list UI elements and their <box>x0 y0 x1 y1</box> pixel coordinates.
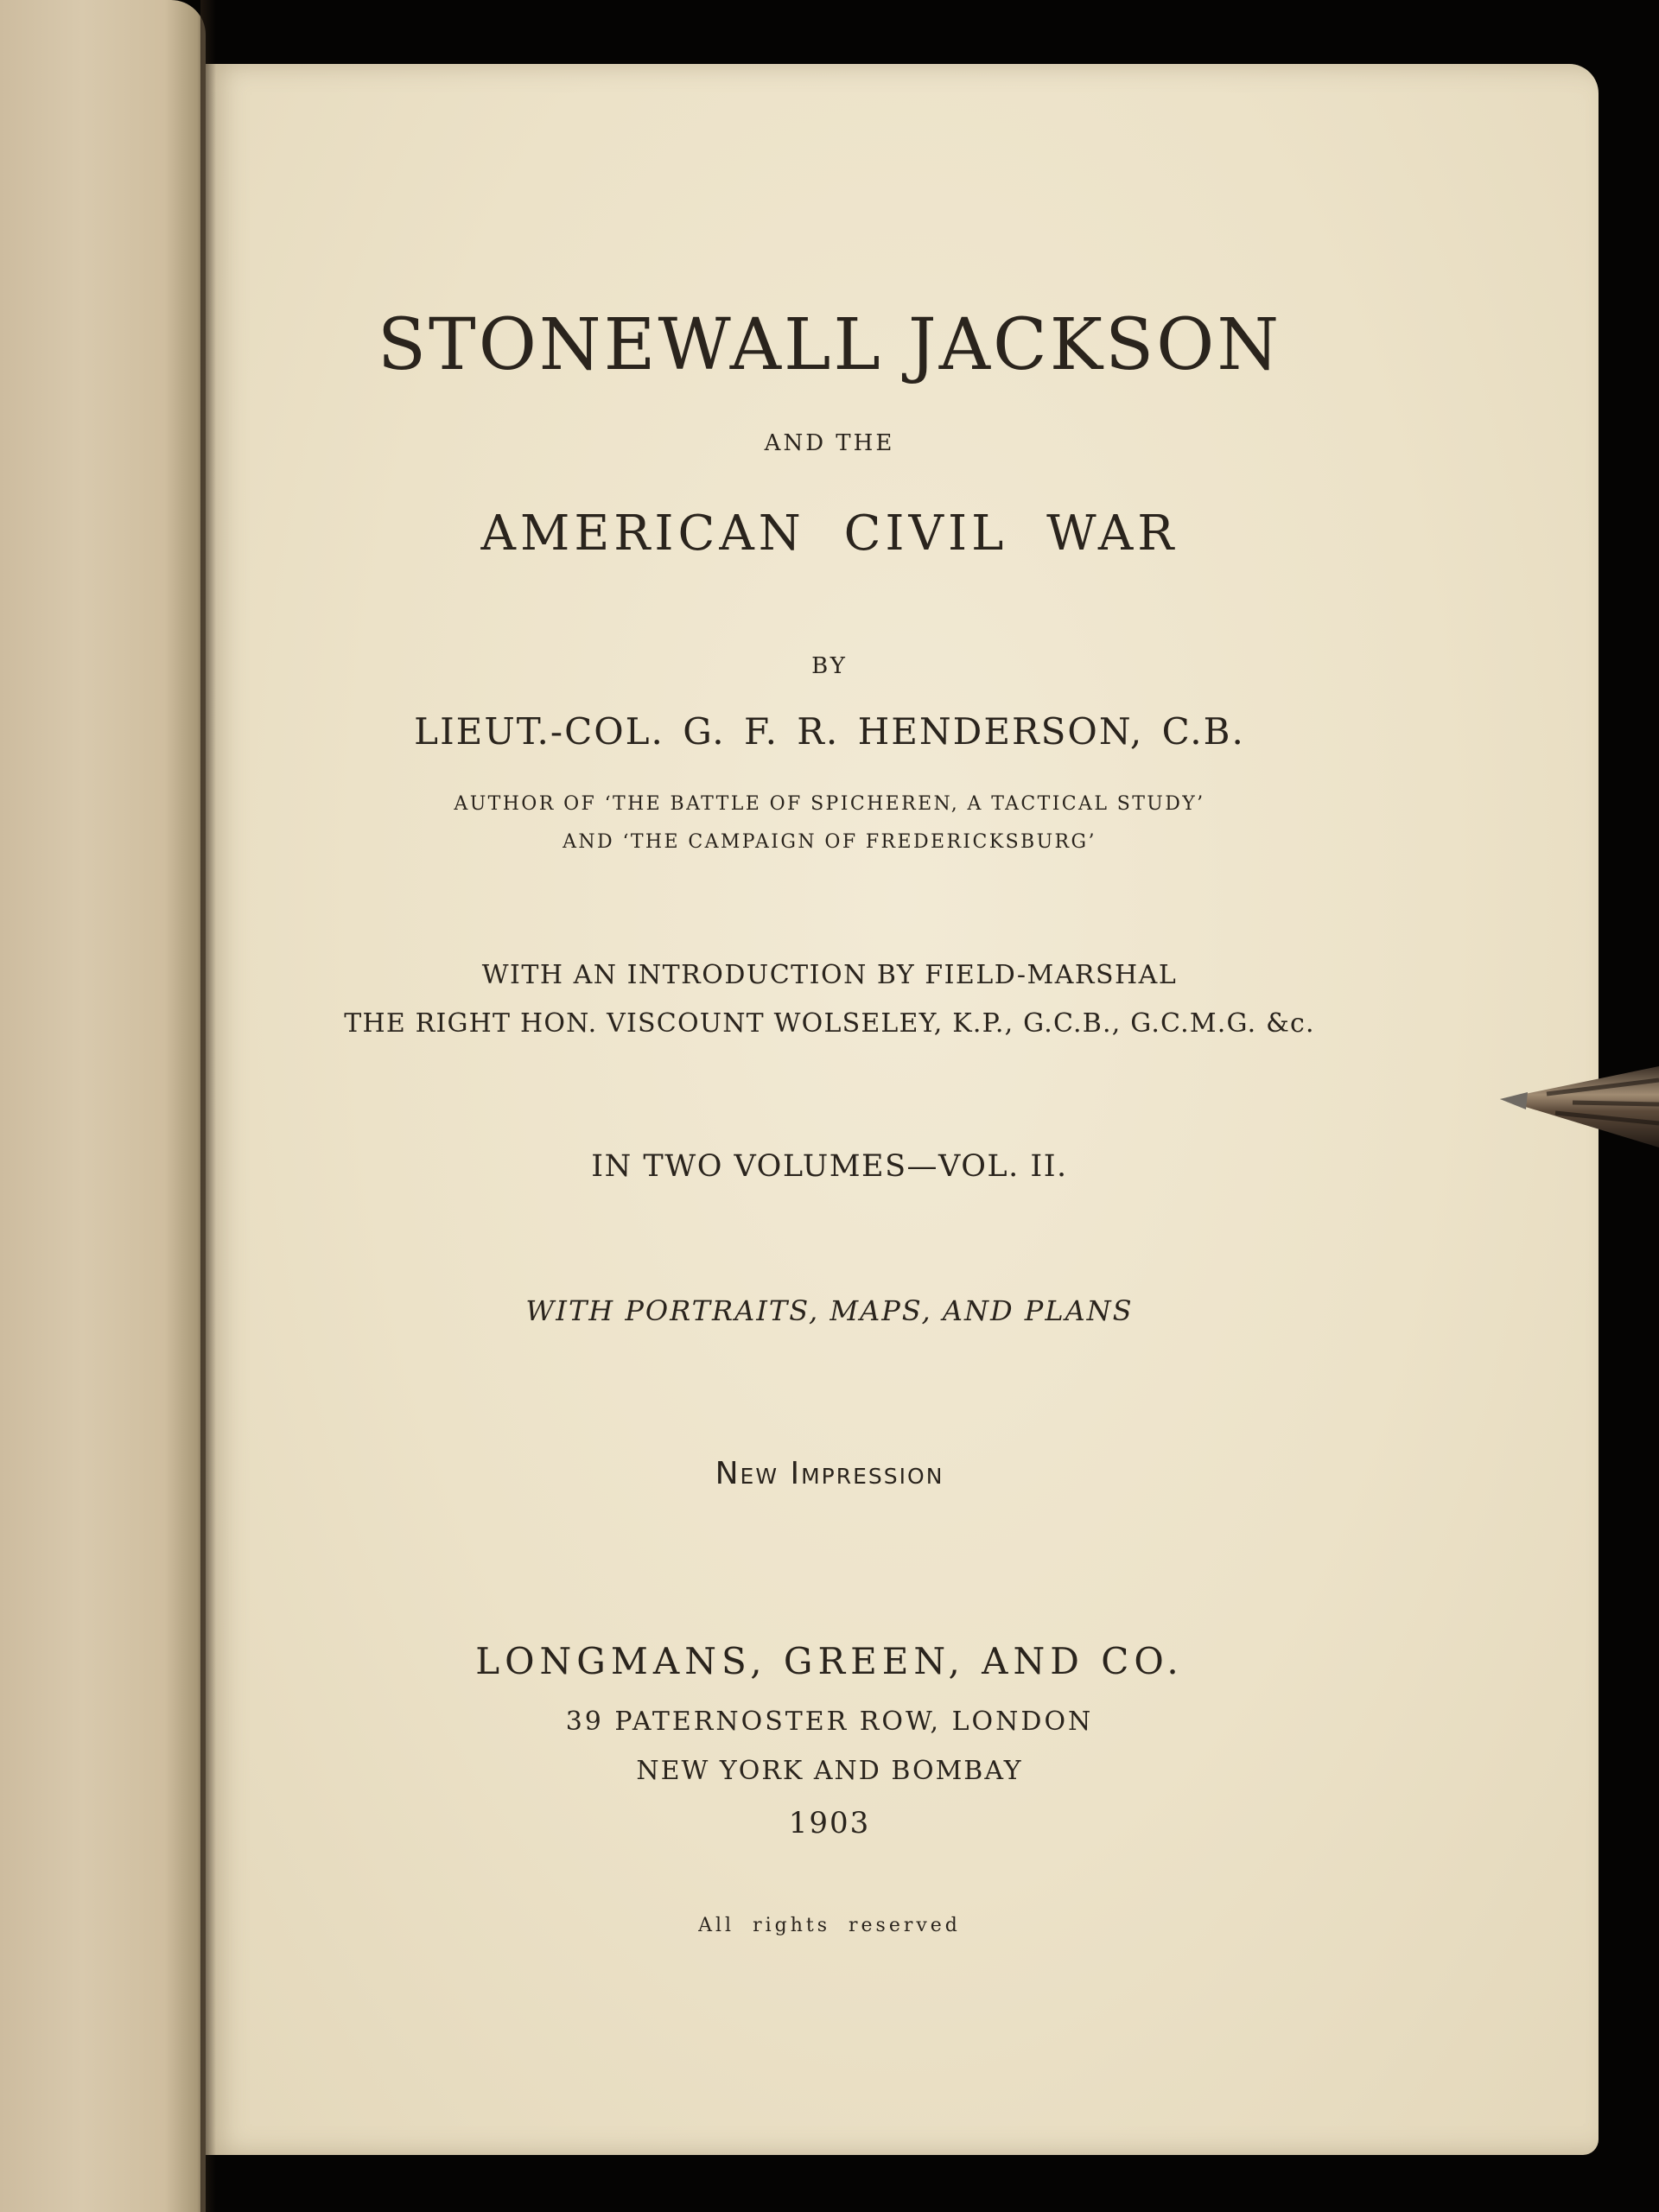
book-subtitle: AMERICAN CIVIL WAR <box>480 505 1179 562</box>
publication-year: 1903 <box>788 1806 871 1840</box>
publisher-cities: NEW YORK AND BOMBAY <box>636 1756 1023 1786</box>
pencil-tip-icon <box>1495 1061 1659 1151</box>
author-name: LIEUT.-COL. G. F. R. HENDERSON, C.B. <box>414 710 1245 753</box>
title-conjunction: AND THE <box>764 430 895 456</box>
introduction-line-1: WITH AN INTRODUCTION BY FIELD-MARSHAL <box>481 960 1178 990</box>
book-title: STONEWALL JACKSON <box>377 304 1282 386</box>
introduction-line-2: THE RIGHT HON. VISCOUNT WOLSELEY, K.P., G.C.B., G.C.M.G. &c. <box>344 1008 1315 1039</box>
rights-notice: All rights reserved <box>698 1915 961 1936</box>
impression-note: New Impression <box>715 1456 944 1491</box>
publisher-name: LONGMANS, GREEN, AND CO. <box>475 1640 1184 1682</box>
author-works-line-2: AND ‘THE CAMPAIGN OF FREDERICKSBURG’ <box>563 831 1096 853</box>
by-line: BY <box>811 653 848 679</box>
author-works-line-1: AUTHOR OF ‘THE BATTLE OF SPICHEREN, A TACTICAL STUDY’ <box>454 793 1205 815</box>
publisher-address: 39 PATERNOSTER ROW, LONDON <box>565 1707 1094 1737</box>
volume-info: IN TWO VOLUMES—VOL. II. <box>591 1149 1068 1184</box>
illustrations-note: WITH PORTRAITS, MAPS, AND PLANS <box>525 1294 1134 1327</box>
